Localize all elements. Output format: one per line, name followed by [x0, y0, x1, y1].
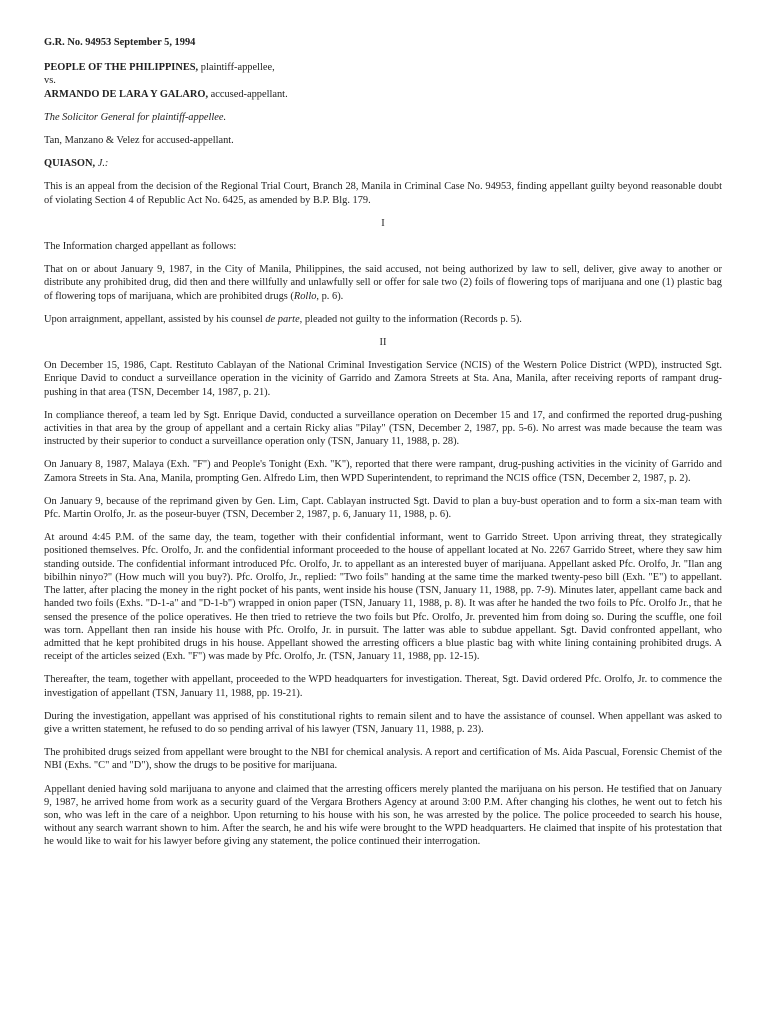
body-paragraph: During the investigation, appellant was apprised of his constitutional rights to remain silent and to have the assistance of counsel. When appellant was asked to give a written statement, he refused to do so pending arrival of his lawyer (TSN, January 11, 1988, p. 23). [44, 710, 722, 735]
versus-label: vs. [44, 75, 56, 87]
body-paragraph: On January 8, 1987, Malaya (Exh. "F") and People's Tonight (Exh. "K"), reported that there were rampant, drug-pushing activities in the vicinity of Garrido and Zamora Streets in Sta. Ana, Manila, prompting Gen. Alfredo Lim, then WPD Superintendent, to reprimand the NCIS office (TSN, December 2, 1987, p. 2). [44, 459, 722, 484]
section-numeral-2: II [379, 337, 387, 349]
body-paragraph: In compliance thereof, a team led by Sgt. Enrique David, conducted a surveillance operation on December 15 and 17, and confirmed the reported drug-pushing activities in that area by the group of appellant and a certain Ricky alias "Pilay" (TSN, December 2, 1987, pp. 5-6). No arrest was made because the team was instructed by their superior to conduct a surveillance operation only (TSN, January 11, 1988, p. 28). [44, 409, 722, 448]
counsel-plaintiff: The Solicitor General for plaintiff-appellee. [44, 111, 227, 123]
ponente-name: QUIASON, [44, 158, 96, 170]
plaintiff-name: PEOPLE OF THE PHILIPPINES, [44, 62, 199, 74]
arraignment-main: Upon arraignment, appellant, assisted by his counsel [44, 313, 266, 325]
intro-paragraph: This is an appeal from the decision of the Regional Trial Court, Branch 28, Manila in Criminal Case No. 94953, finding appellant guilty beyond reasonable doubt of violating Section 4 of Republic Act No. 6425, as amended by B.P. Blg. 179. [44, 181, 722, 206]
body-paragraph: At around 4:45 P.M. of the same day, the team, together with their confidential informant, went to Garrido Street. Upon arriving threat, they strategically positioned themselves. Pfc. Orolfo, Jr. and the confidential informant proceeded to the house of appellant located at No. 2267 Garrido Street, where they saw him standing outside. The confidential informant introduced Pfc. Orolfo, Jr. to appellant as an interested buyer of marijuana. Appellant asked Pfc. Orolfo, Jr. "Ilan ang bibilhin ninyo?" (How much will you buy?). Pfc. Orolfo, Jr., replied: "Two foils" handing at the same time the marked twenty-peso bill (Exh. "E") to appellant. The latter, after placing the money in the right pocket of his pants, went inside his house (TSN, January 11, 1988, pp. 7-9). Minutes later, appellant came back and handed two foils (Exhs. "D-1-a" and "D-1-b") wrapped in onion paper (TSN, January 11, 1988, p. 8). It was after he handed the two foils to Pfc. Orolfo Jr., that he sensed the presence of the police operatives. He then tried to retrieve the two foils but Pfc. Orolfo, Jr. prevented him from doing so. During the scuffle, one foil was torn. Appellant then ran inside his house with Pfc. Orolfo, Jr. in pursuit. The latter was able to subdue appellant. Sgt. David confronted appellant, who admitted that he kept prohibited drugs in his house. Appellant showed the arresting officers a blue plastic bag with white lining containing prohibited drugs. A receipt of the articles seized (Exh. "F") was made by Pfc. Orolfo, Jr. (TSN, January 11, 1988, pp. 12-15). [44, 532, 722, 663]
body-paragraph: On December 15, 1986, Capt. Restituto Cablayan of the National Criminal Investigation Service (NCIS) of the Western Police District (WPD), instructed Sgt. Enrique David to conduct a surveillance operation in the vicinity of Garrido and Zamora Streets at Sta. Ana, Manila, after receiving reports of rampant drug-pushing in that area (TSN, December 14, 1987, p. 21). [44, 360, 722, 398]
information-text-end: , p. 6). [316, 290, 344, 302]
body-paragraph: Thereafter, the team, together with appellant, proceeded to the WPD headquarters for investigation. Thereat, Sgt. David ordered Pfc. Orolfo, Jr. to commence the investigation of appellant (TSN, January 11, 1988, pp. 19-21). [44, 674, 722, 699]
body-paragraph: Appellant denied having sold marijuana to anyone and claimed that the arresting officers merely planted the marijuana on his person. He testified that on January 9, 1987, he arrived home from work as a security guard of the Vergara Brothers Agency at around 3:00 P.M. After changing his clothes, he went out to fetch his son, who was left in the care of a neighbor. Upon returning to his house with his son, he was arrested by the police. The police proceeded to search his house, without any search warrant shown to him. After the search, he and his wife were brought to the WPD headquarters. He claimed that inspite of his protestation that he would like to wait for his lawyer before giving any statement, the police continued their interrogation. [44, 783, 722, 848]
counsel-accused: Tan, Manzano & Velez for accused-appellant. [44, 135, 234, 147]
arraignment-end: pleaded not guilty to the information (Records p. 5). [302, 313, 522, 325]
arraignment-paragraph [44, 313, 722, 326]
information-text-rollo: Rollo [293, 290, 317, 302]
decision-document [44, 36, 722, 859]
information-text [44, 263, 722, 303]
section-numeral-1: I [381, 217, 385, 229]
accused-name: ARMANDO DE LARA Y GALARO, [44, 88, 209, 100]
case-number: G.R. No. 94953 September 5, 1994 [44, 37, 196, 48]
ponente-suffix: J.: [95, 158, 109, 170]
plaintiff-role: plaintiff-appellee, [198, 62, 275, 74]
accused-role: accused-appellant. [208, 88, 288, 100]
plaintiff-line [44, 61, 722, 74]
case-parties [44, 61, 722, 101]
ponente-line [44, 157, 722, 170]
information-text-main: That on or about January 9, 1987, in the City of Manila, Philippines, the said accused, not being authorized by law to sell, deliver, give away to another or distribute any prohibited drug, did then and there willfully and unlawfully sell or offer for sale two (2) foils of flowering tops of marijuana and one (1) plastic bag of flowering tops of marijuana, which are prohibited drugs ( [44, 264, 722, 302]
arraignment-de-parte: de parte, [265, 313, 303, 325]
accused-line [44, 88, 722, 101]
information-intro: The Information charged appellant as follows: [44, 241, 237, 253]
body-paragraph: On January 9, because of the reprimand given by Gen. Lim, Capt. Cablayan instructed Sgt. David to plan a buy-bust operation and to form a six-man team with Pfc. Martin Orolfo, Jr. as the poseur-buyer (TSN, December 2, 1987, p. 6, January 11, 1988, p. 6). [44, 495, 722, 521]
body-paragraph: The prohibited drugs seized from appellant were brought to the NBI for chemical analysis. A report and certification of Ms. Aida Pascual, Forensic Chemist of the NBI (Exhs. "C" and "D"), show the drugs to be positive for marijuana. [44, 747, 722, 772]
